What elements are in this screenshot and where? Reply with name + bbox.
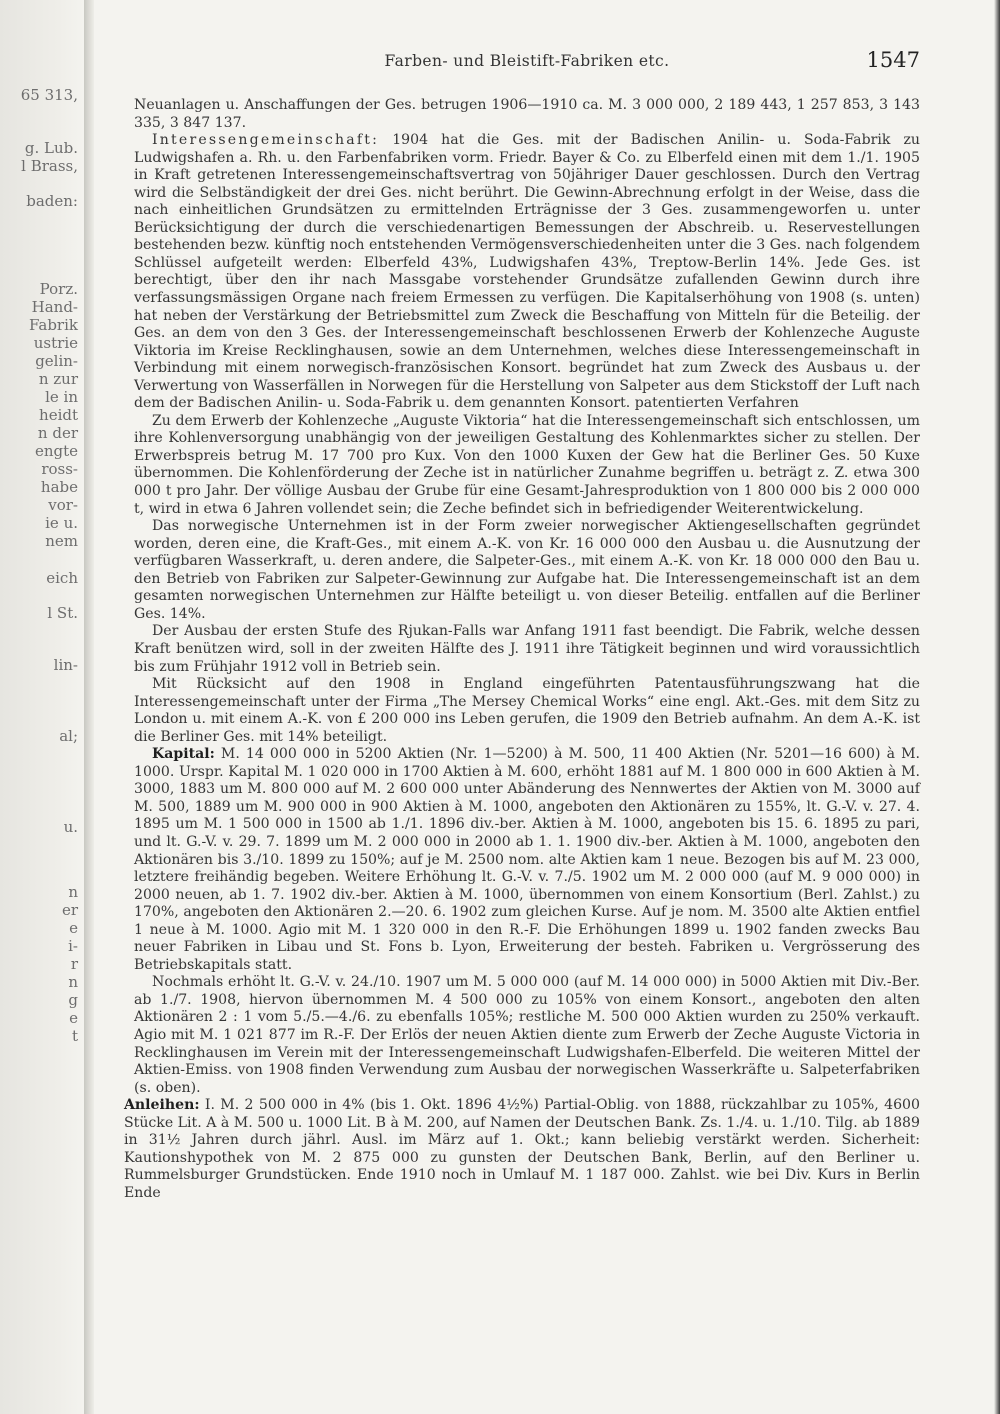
paragraph-capital-increase-1907: Nochmals erhöht lt. G.-V. v. 24./10. 1907 um M. 5 000 000 (auf M. 14 000 000) in 5000 Aktien mit Div.-Ber. ab 1./7. 1908, hiervon übernommen M. 4 500 000 zu 105% von einem Konsort., angeboten den alten Aktionären 2 : 1 vom 5./5.—4./6. zu ebenfalls 105%; restliche M. 500 000 Aktien wurden zu 250% verkauft. Agio mit M. 1 021 877 im R.-F. Der Erlös der neuen Aktien diente zum Erwerb der Zeche Auguste Victoria in Recklinghausen im Verein mit der Interessengemeinschaft Ludwigshafen-Elberfeld. Die weiteren Mittel der Aktien-Emiss. von 1908 finden Verwendung zum Ausbau der norwegischen Wasserkräfte u. Salpeterfabriken (s. oben). (134, 974, 920, 1096)
section-label: Anleihen: (124, 1097, 200, 1114)
paragraph-text: 1904 hat die Ges. mit der Badischen Anilin- u. Soda-Fabrik zu Ludwigshafen a. Rh. u. den Farbenfabriken vorm. Friedr. Bayer & Co. zu Elberfeld einen mit dem 1./1. 1905 in Kraft getretenen Interessengemeinschaftsvertrag von 50jähriger Dauer geschlossen. Durch den Vertrag wird die Selbständigkeit der drei Ges. nicht berührt. Die Gewinn-Abrechnung erfolgt in der Weise, dass die nach einheitlichen Grundsätzen zu ermittelnden Erträgnisse der 3 Ges. zusammengeworfen u. unter Berücksichtigung der durch die verschiedenartigen Bemessungen der Abschreib. u. Reservestellungen bestehenden bezw. künftig noch entstehenden Vermögensverschiedenheiten unter die 3 Ges. nach folgendem Schlüssel aufgeteilt werden: Elberfeld 43%, Ludwigshafen 43%, Treptow-Berlin 14%. Jede Ges. ist berechtigt, über den ihr nach Massgabe vorstehender Grundsätze zufallenden Gewinn durch ihre verfassungsmässigen Organe nach freiem Ermessen zu verfügen. Die Kapitalserhöhung von 1908 (s. unten) hat neben der Verstärkung der Betriebsmittel zum Zweck die Beschaffung von Mitteln für die Beteilig. der Ges. an dem von den 3 Ges. der Interessengemeinschaft beschlossenen Erwerb der Kohlenzeche Auguste Viktoria im Kreise Recklinghausen, sowie an dem Unternehmen, welches diese Interessengemeinschaft in Verbindung mit einem norwegisch-französischen Konsort. begründet hat zum Zweck des Ausbaus u. der Verwertung von Wasserfällen in Norwegen für die Herstellung von Salpeter aus dem Stickstoff der Luft nach dem der Badischen Anilin- u. Soda-Fabrik u. dem genannten Konsort. patentierten Verfahren (134, 132, 920, 412)
paragraph-interessengemeinschaft (134, 132, 920, 413)
margin-fragment: Hand- (31, 298, 78, 316)
page-header (134, 50, 920, 76)
margin-fragment: n der (37, 424, 78, 442)
margin-fragment: 65 313, (20, 86, 78, 104)
margin-fragment: g. Lub. (24, 139, 78, 157)
margin-fragment: Fabrik (29, 316, 78, 334)
paragraph-rjukan: Der Ausbau der ersten Stufe des Rjukan-Falls war Anfang 1911 fast beendigt. Die Fabrik, welche dessen Kraft benützen wird, soll in der zweiten Hälfte des J. 1911 ihre Tätigkeit beginnen und wird voraussichtlich bis zum Frühjahr 1912 voll in Betrieb sein. (134, 623, 920, 675)
margin-fragment: vor- (48, 496, 78, 514)
margin-fragment: heidt (39, 406, 78, 424)
margin-fragment: n zur (38, 370, 78, 388)
margin-fragment: lin- (53, 656, 78, 674)
margin-fragment: u. (63, 818, 78, 836)
margin-fragment: i- (68, 937, 78, 955)
paragraph-text: M. 14 000 000 in 5200 Aktien (Nr. 1—5200) à M. 500, 11 400 Aktien (Nr. 5201—16 600) à M. 1000. Urspr. Kapital M. 1 020 000 in 1700 Aktien à M. 600, erhöht 1881 auf M. 1 800 000 in 600 Aktien à M. 3000, 1883 um M. 800 000 auf M. 2 600 000 unter Abänderung des Nennwertes der Aktien von M. 3000 auf M. 500, 1889 um M. 900 000 in 900 Aktien à M. 1000, angeboten den Aktionären zu 155%, lt. G.-V. v. 27. 4. 1895 um M. 1 500 000 in 1500 ab 1./1. 1896 div.-ber. Aktien à M. 1000, angeboten bis 15. 6. 1895 zu pari, und lt. G.-V. v. 29. 7. 1899 um M. 2 000 000 in 2000 ab 1. 1. 1900 div.-ber. Aktien à M. 1000, angeboten den Aktionären bis 3./10. 1899 zu 150%; auf je M. 2500 nom. alte Aktien kam 1 neue. Bezogen bis auf M. 23 000, letztere freihändig begeben. Weitere Erhöhung lt. G.-V. v. 7./5. 1902 um M. 2 000 000 (auf M. 9 000 000) in 2000 neuen, ab 1. 7. 1902 div.-ber. Aktien à M. 1000, übernommen von einem Konsortium (Berl. Zahlst.) zu 170%, angeboten den Aktionären 2.—20. 6. 1902 zum gleichen Kurse. Auf je nom. M. 3500 alte Aktien entfiel 1 neue à M. 1000. Agio mit M. 1 320 000 in den R.-F. Die Erhöhungen 1899 u. 1902 fanden zwecks Bau neuer Fabriken in Libau und St. Fons b. Lyon, Erweiterung der besteh. Fabriken u. Vergrösserung des Betriebskapitals statt. (134, 746, 920, 973)
paragraph-mersey: Mit Rücksicht auf den 1908 in England eingeführten Patentausführungszwang hat die Interessengemeinschaft unter der Firma „The Mersey Chemical Works“ eine engl. Akt.-Ges. mit dem Sitz zu London u. mit einem A.-K. von £ 200 000 ins Leben gerufen, die 1909 den Betrieb aufnahm. An dem A.-K. ist die Berliner Ges. mit 14% beteiligt. (134, 676, 920, 745)
margin-fragment: n (68, 883, 78, 901)
margin-fragment: l Brass, (21, 157, 78, 175)
margin-fragment: r (70, 955, 78, 973)
margin-fragment: t (71, 1027, 78, 1045)
paragraph-text: I. M. 2 500 000 in 4% (bis 1. Okt. 1896 4½%) Partial-Oblig. von 1888, rückzahlbar zu 105%, 4600 Stücke Lit. A à M. 500 u. 1000 Lit. B à M. 200, auf Namen der Deutschen Bank. Zs. 1./4. u. 1./10. Tilg. ab 1889 in 31½ Jahren durch jährl. Ausl. im März auf 1. Okt.; kann beliebig verstärkt werden. Sicherheit: Kautionshypothek von M. 2 875 000 zu gunsten der Deutschen Bank, Berlin, auf den Berliner u. Rummelsburger Grundstücken. Ende 1910 noch in Umlauf M. 1 187 000. Zahlst. wie bei Div. Kurs in Berlin Ende (124, 1097, 920, 1201)
margin-fragment: e (69, 1009, 78, 1027)
section-label: Kapital: (152, 746, 215, 763)
page-fold-shadow (84, 0, 94, 1414)
paragraph-kapital (134, 746, 920, 974)
paragraph-kohlenzeche: Zu dem Erwerb der Kohlenzeche „Auguste Viktoria“ hat die Interessengemeinschaft sich entschlossen, um ihre Kohlenversorgung unabhängig von der jeweiligen Gestaltung des Kohlenmarktes sicher zu stellen. Der Erwerbspreis betrug M. 17 700 pro Kux. Von den 1000 Kuxen der Gew hat die Berliner Ges. 50 Kuxe übernommen. Die Kohlenförderung der Zeche ist in natürlicher Zunahme begriffen u. beträgt z. Z. etwa 300 000 t pro Jahr. Der völlige Ausbau der Grube für eine Gesamt-Jahresproduktion von 1 800 000 bis 2 000 000 t, wird in etwa 6 Jahren vollendet sein; die Zeche befindet sich in befriedigender Weiterentwickelung. (134, 412, 920, 517)
body-text (124, 97, 920, 1202)
margin-fragment: baden: (26, 192, 78, 210)
running-head: Farben- und Bleistift-Fabriken etc. (384, 52, 670, 70)
section-label: Interessengemeinschaft: (152, 132, 380, 149)
margin-fragment: al; (59, 727, 78, 745)
margin-fragment: l St. (47, 604, 78, 622)
margin-fragment: n (68, 973, 78, 991)
margin-fragment: nem (45, 532, 78, 550)
margin-fragment: eich (46, 569, 78, 587)
margin-fragment: ie u. (45, 514, 78, 532)
margin-fragment: habe (40, 478, 78, 496)
margin-fragment: gelin- (35, 352, 78, 370)
margin-fragment: er (61, 901, 78, 919)
margin-fragment: Porz. (39, 280, 78, 298)
page-number: 1547 (866, 48, 920, 72)
margin-fragment: e (69, 919, 78, 937)
margin-fragment: le in (45, 388, 78, 406)
margin-fragment: ustrie (33, 334, 78, 352)
right-edge-shadow (994, 0, 1000, 1414)
margin-fragment: engte (34, 442, 78, 460)
paragraph-investments: Neuanlagen u. Anschaffungen der Ges. betrugen 1906—1910 ca. M. 3 000 000, 2 189 443, 1 257 853, 3 143 335, 3 847 137. (134, 97, 920, 131)
paragraph-norwegian-enterprise: Das norwegische Unternehmen ist in der Form zweier norwegischer Aktiengesellschaften gegründet worden, deren eine, die Kraft-Ges., mit einem A.-K. von Kr. 16 000 000 den Ausbau u. die Ausnutzung der verfügbaren Wasserkraft, u. deren andere, die Salpeter-Ges., mit einem A.-K. von Kr. 18 000 000 den Bau u. den Betrieb von Fabriken zur Salpeter-Gewinnung zur Aufgabe hat. Die Interessengemeinschaft ist an dem gesamten norwegischen Unternehmen zur Hälfte beteiligt u. von dieser Beteilig. entfallen auf die Berliner Ges. 14%. (134, 518, 920, 622)
paragraph-anleihen (124, 1097, 920, 1202)
margin-fragment: ross- (41, 460, 78, 478)
left-page-margin-fragments (0, 0, 84, 1414)
margin-fragment: g (68, 991, 78, 1009)
